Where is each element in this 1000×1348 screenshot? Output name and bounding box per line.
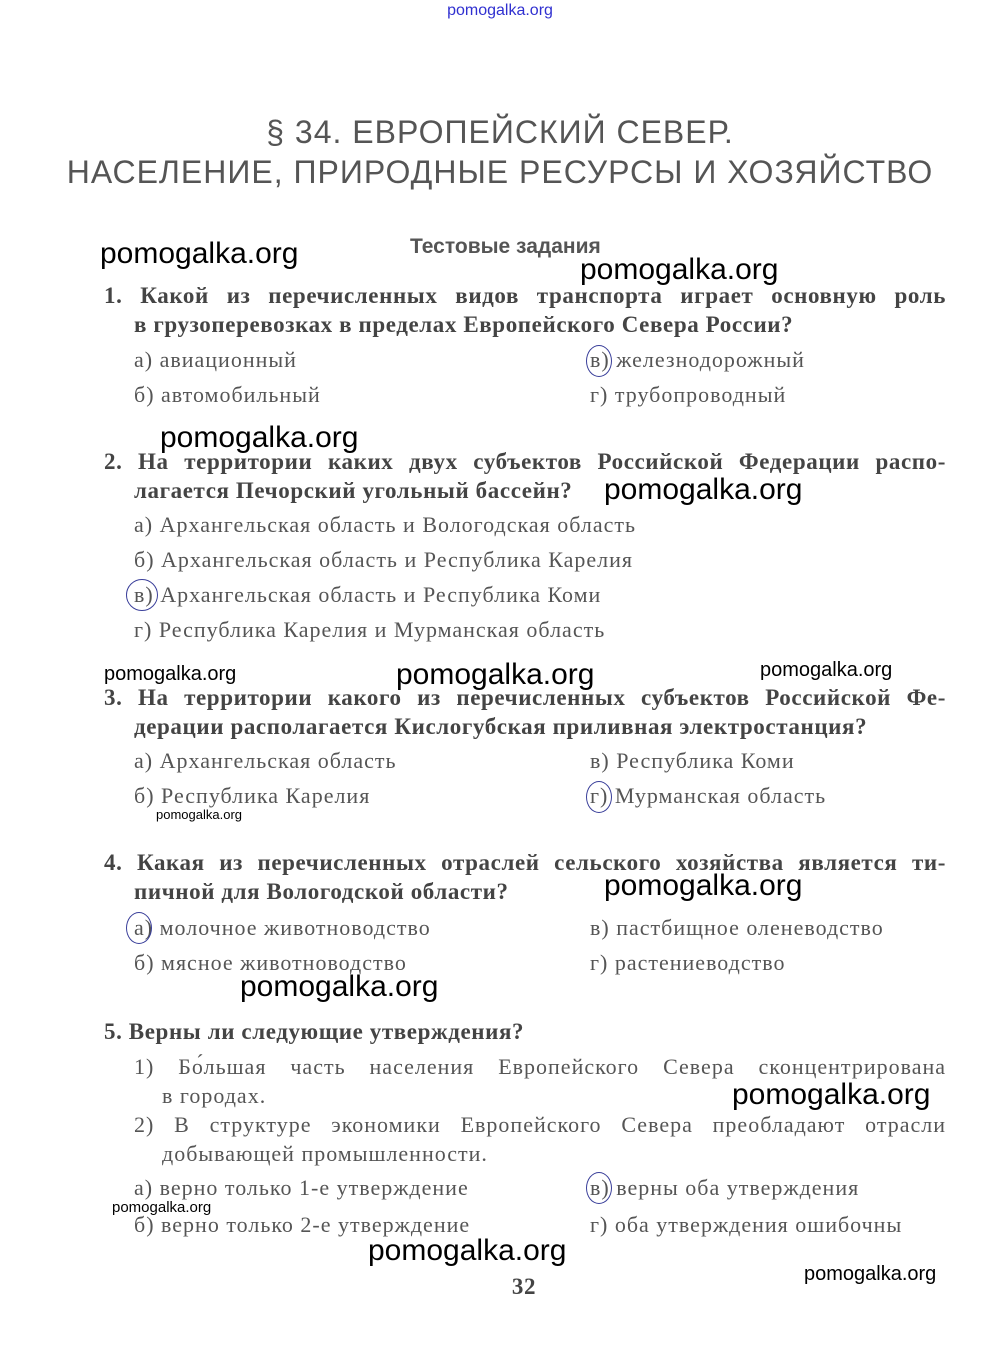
question-5: 5. Верны ли следующие утверждения? [104, 1019, 525, 1044]
option-1b: б) автомобильный [134, 382, 321, 407]
question-1-line2: в грузоперевозках в пределах Европейского Севера России? [134, 312, 794, 337]
watermark: pomogalka.org [156, 807, 242, 822]
watermark: pomogalka.org [112, 1199, 212, 1216]
question-1-line1: 1. Какой из перечисленных видов транспорта играет основную роль [104, 283, 946, 308]
question-2-line2: лагается Печорский угольный бассейн? [134, 478, 573, 503]
option-5b: б) верно только 2-е утверждение [134, 1212, 471, 1237]
option-3g: г) Мурманская область [590, 783, 827, 808]
watermark-top: pomogalka.org [447, 2, 553, 19]
option-5a: а) верно только 1-е утверждение [134, 1175, 469, 1200]
watermark: pomogalka.org [580, 253, 779, 286]
option-1a: а) авиационный [134, 347, 297, 372]
watermark: pomogalka.org [100, 237, 299, 270]
option-2g: г) Республика Карелия и Мурманская область [134, 617, 606, 642]
option-3v: в) Республика Коми [590, 748, 795, 773]
statement-1-line1: 1) Бо́льшая часть населения Европейского Севера сконцентрирована [134, 1054, 946, 1079]
option-5v: в) верны оба утверждения [590, 1175, 860, 1200]
option-4b: б) мясное животноводство [134, 950, 407, 975]
question-3-line1: 3. На территории какого из перечисленных субъектов Российской Фе- [104, 685, 946, 710]
watermark: pomogalka.org [104, 663, 237, 685]
watermark: pomogalka.org [604, 473, 803, 506]
answer-circle-5 [586, 1172, 612, 1204]
answer-circle-4 [126, 912, 152, 944]
statement-2-line1: 2) В структуре экономики Европейского Севера преобладают отрасли [134, 1112, 946, 1137]
section-subtitle: Тестовые задания [410, 235, 601, 258]
answer-circle-1 [586, 345, 612, 377]
chapter-title-line1: § 34. ЕВРОПЕЙСКИЙ СЕВЕР. [266, 114, 734, 150]
option-2v: в) Архангельская область и Республика Коми [134, 582, 602, 607]
option-3b: б) Республика Карелия [134, 783, 371, 808]
watermark: pomogalka.org [160, 421, 359, 454]
watermark: pomogalka.org [604, 869, 803, 902]
question-3-line2: дерации располагается Кислогубская приливная электростанция? [134, 714, 868, 739]
statement-2-line2: добывающей промышленности. [162, 1141, 488, 1166]
question-4-line1: 4. Какая из перечисленных отраслей сельского хозяйства является ти- [104, 850, 946, 875]
question-4-line2: пичной для Вологодской области? [134, 879, 509, 904]
option-3a: а) Архангельская область [134, 748, 397, 773]
watermark: pomogalka.org [396, 658, 595, 691]
watermark: pomogalka.org [804, 1263, 937, 1285]
watermark: pomogalka.org [240, 970, 439, 1003]
option-4a: а) молочное животноводство [134, 915, 431, 940]
answer-circle-3 [586, 781, 612, 813]
option-1g: г) трубопроводный [590, 382, 787, 407]
statement-1-line2: в городах. [162, 1083, 267, 1108]
option-2a: а) Архангельская область и Вологодская область [134, 512, 637, 537]
watermark: pomogalka.org [760, 659, 893, 681]
option-2b: б) Архангельская область и Республика Карелия [134, 547, 634, 572]
option-4g: г) растениеводство [590, 950, 786, 975]
page-number: 32 [511, 1274, 537, 1299]
question-2-line1: 2. На территории каких двух субъектов Российской Федерации распо- [104, 449, 946, 474]
watermark: pomogalka.org [368, 1234, 567, 1267]
answer-circle-2 [126, 579, 158, 611]
option-4v: в) пастбищное оленеводство [590, 915, 884, 940]
chapter-title-line2: НАСЕЛЕНИЕ, ПРИРОДНЫЕ РЕСУРСЫ И ХОЗЯЙСТВО [66, 154, 934, 190]
option-1v: в) железнодорожный [590, 347, 805, 372]
option-5g: г) оба утверждения ошибочны [590, 1212, 903, 1237]
watermark: pomogalka.org [732, 1078, 931, 1111]
